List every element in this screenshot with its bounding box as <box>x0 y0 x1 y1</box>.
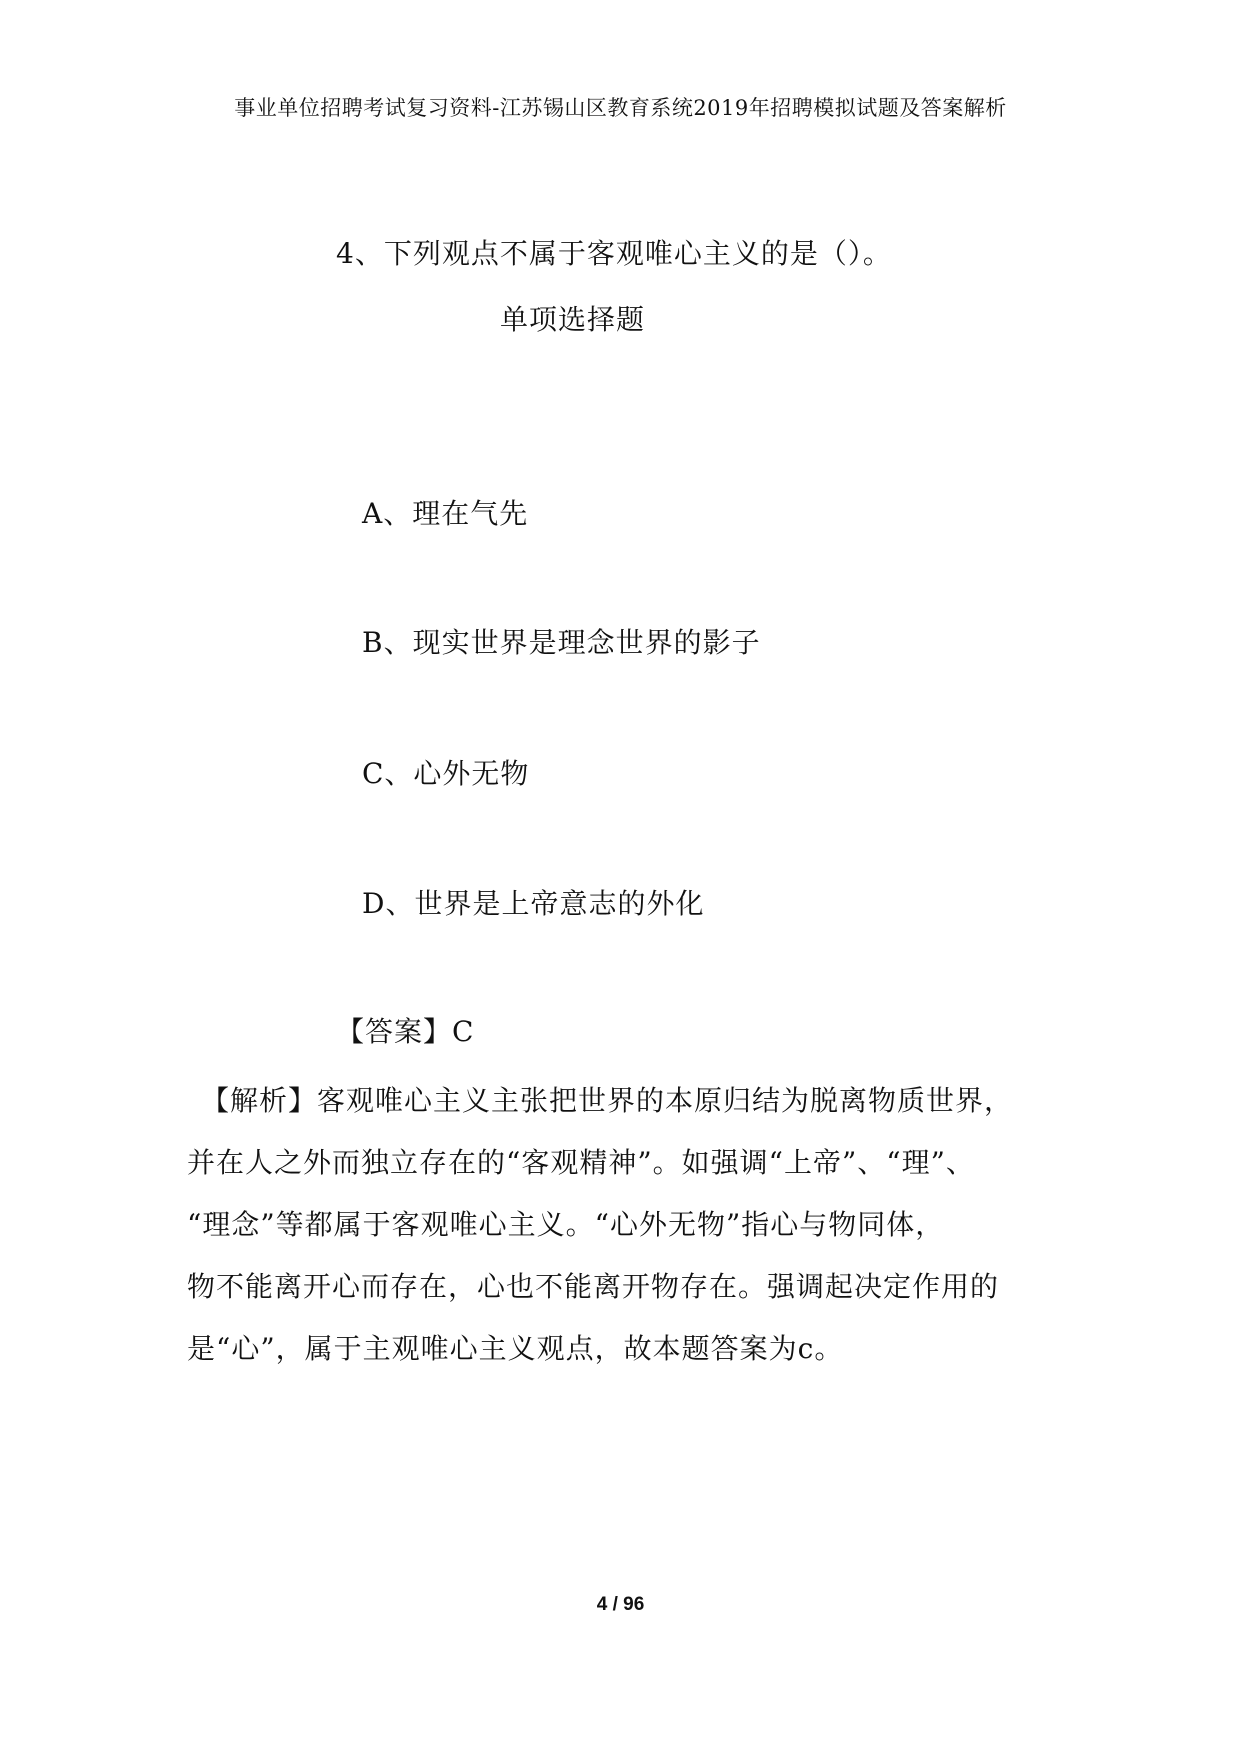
option-b: B、现实世界是理念世界的影子 <box>362 626 761 659</box>
analysis-block <box>187 1070 1067 1380</box>
option-d: D、世界是上帝意志的外化 <box>362 887 705 920</box>
analysis-line: 【解析】客观唯心主义主张把世界的本原归结为脱离物质世界， <box>201 1084 1014 1117</box>
analysis-line: “理念”等都属于客观唯心主义。“心外无物”指心与物同体， <box>187 1208 945 1241</box>
question-title: 4、下列观点不属于客观唯心主义的是（）。 <box>336 237 892 270</box>
option-a: A、理在气先 <box>362 497 529 530</box>
option-c: C、心外无物 <box>362 757 530 790</box>
analysis-line: 并在人之外而独立存在的“客观精神”。如强调“上帝”、“理”、 <box>187 1146 975 1179</box>
question-type: 单项选择题 <box>500 303 646 336</box>
analysis-line: 是“心”，属于主观唯心主义观点，故本题答案为c。 <box>187 1332 844 1365</box>
page-number: 4 / 96 <box>596 1594 645 1615</box>
analysis-line: 物不能离开心而存在，心也不能离开物存在。强调起决定作用的 <box>187 1270 1000 1303</box>
answer-text: 【答案】C <box>336 1015 475 1048</box>
page-header: 事业单位招聘考试复习资料-江苏锡山区教育系统2019年招聘模拟试题及答案解析 <box>234 96 1007 120</box>
